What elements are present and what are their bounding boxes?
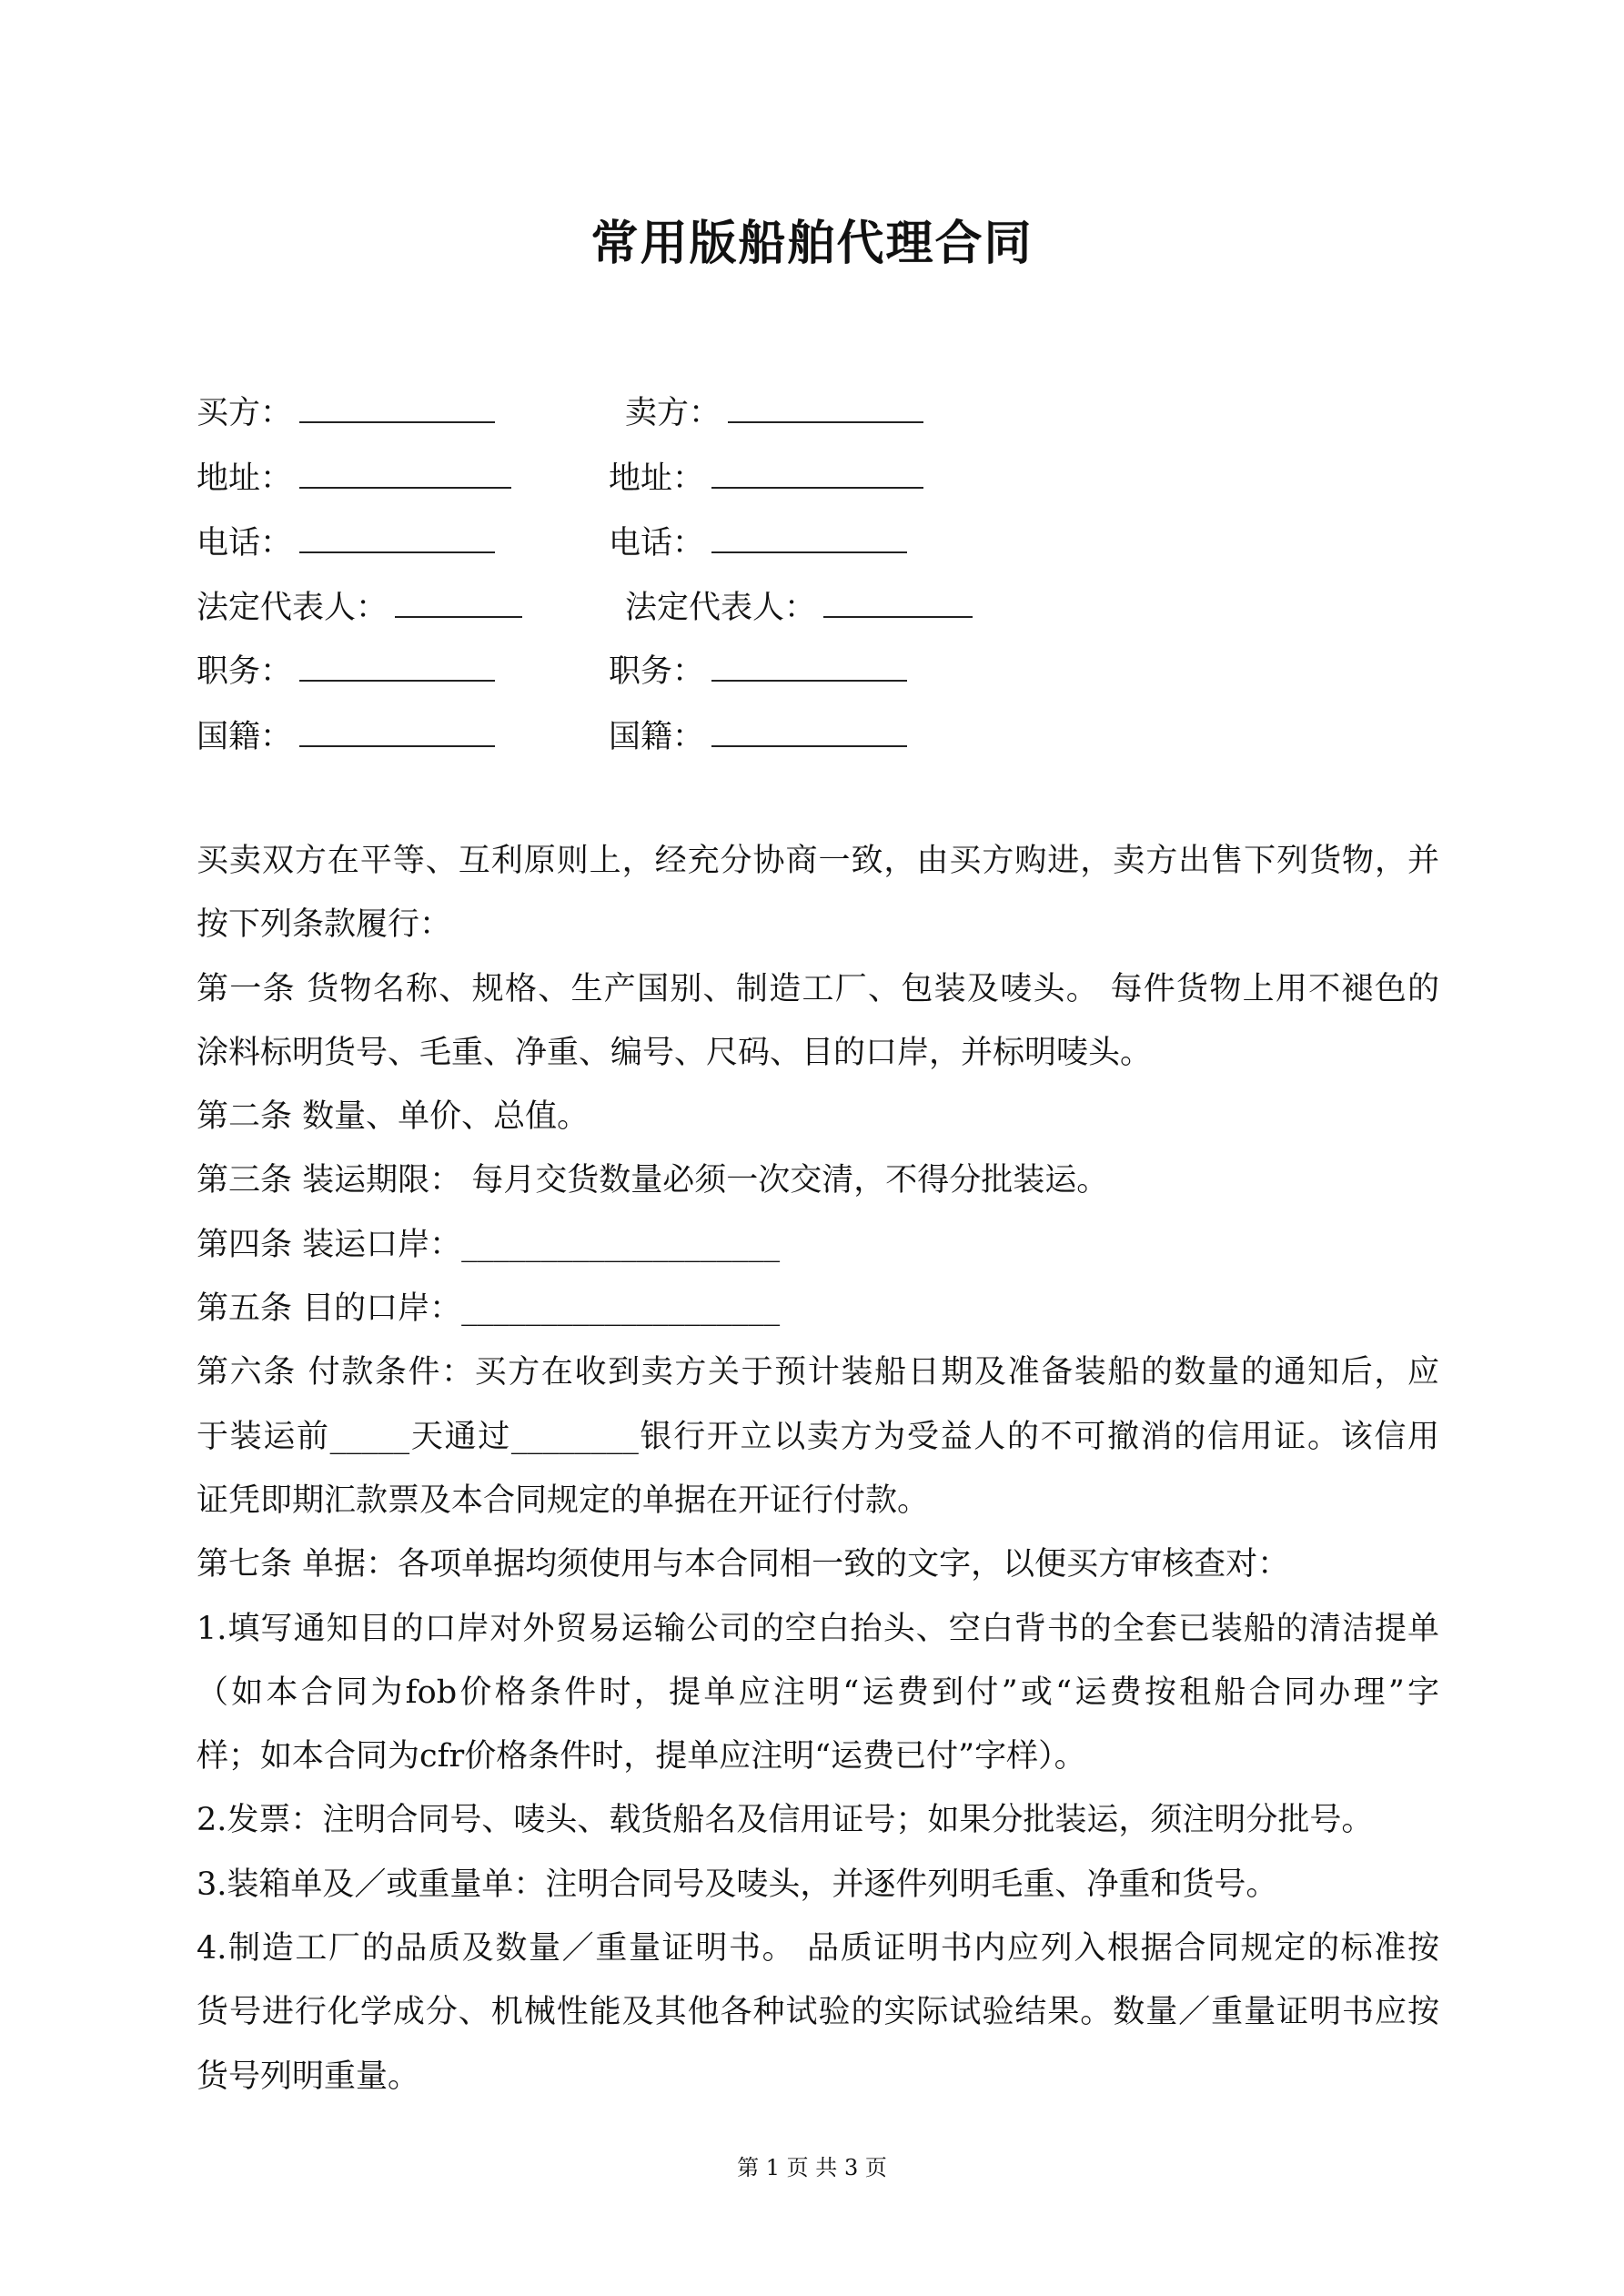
text-line: 买卖双方在平等、互利原则上，经充分协商一致，由买方购进，卖方出售下列货物，并 [197,843,1439,879]
field-label: 国籍： [609,719,705,755]
blank-line [299,522,495,553]
text-line: 样；如本合同为cfr价格条件时，提单应注明“运费已付”字样）。 [197,1738,1086,1775]
article-3: 第三条 装运期限： 每月交货数量必须一次交清，不得分批装运。 [197,1162,1109,1199]
text-line: 证凭即期汇款票及本合同规定的单据在开证行付款。 [197,1482,930,1519]
blank-line [299,651,495,682]
seller-address-field [609,458,923,497]
text-line: 货号列明重量。 [197,2058,420,2095]
seller-position-field [609,651,907,690]
page-number: 第 1 页 共 3 页 [737,2155,887,2180]
blank-line [711,458,923,489]
field-label: 买方： [197,395,293,431]
field-label: 卖方： [625,395,721,431]
article-2: 第二条 数量、单价、总值。 [197,1098,590,1136]
seller-name-field [625,392,923,431]
blank-line [823,587,973,618]
buyer-representative-field [197,587,522,626]
seller-nationality-field [609,716,907,755]
article-4: 第四条 装运口岸：____________________ [197,1226,781,1263]
seller-phone-field [609,522,907,561]
text-line: 涂料标明货号、毛重、净重、编号、尺码、目的口岸，并标明唛头。 [197,1034,1153,1071]
article-1: 第一条 货物名称、规格、生产国别、制造工厂、包装及唛头。 每件货物上用不褪色的 [197,970,1439,1007]
buyer-address-field [197,458,511,497]
document-title: 常用版船舶代理合同 [590,216,1034,271]
field-label: 电话： [197,525,293,561]
field-label: 法定代表人： [625,590,817,626]
field-label: 地址： [197,460,293,497]
document-item-2: 2.发票：注明合同号、唛头、载货船名及信用证号；如果分批装运，须注明分批号。 [197,1802,1374,1839]
blank-line [711,651,907,682]
document-item-1: 1.填写通知目的口岸对外贸易运输公司的空白抬头、空白背书的全套已装船的清洁提单 [197,1610,1439,1647]
field-label: 国籍： [197,719,293,755]
blank-line [299,392,495,423]
text-line: 货号进行化学成分、机械性能及其他各种试验的实际试验结果。数量／重量证明书应按 [197,1994,1439,2031]
text-line: （如本合同为fob价格条件时，提单应注明“运费到付”或“运费按租船合同办理”字 [197,1674,1439,1711]
field-label: 职务： [609,653,705,690]
buyer-position-field [197,651,495,690]
seller-representative-field [625,587,973,626]
document-item-3: 3.装箱单及／或重量单：注明合同号及唛头，并逐件列明毛重、净重和货号。 [197,1866,1278,1903]
buyer-phone-field [197,522,495,561]
buyer-nationality-field [197,716,495,755]
text-line: 于装运前_____天通过________银行开立以卖方为受益人的不可撤消的信用证。该信用 [197,1418,1439,1455]
contract-body [197,829,1439,2109]
article-6: 第六条 付款条件：买方在收到卖方关于预计装船日期及准备装船的数量的通知后，应 [197,1354,1439,1391]
article-5: 第五条 目的口岸：____________________ [197,1290,781,1328]
field-label: 职务： [197,653,293,690]
blank-line [728,392,923,423]
blank-line [395,587,522,618]
blank-line [299,716,495,747]
document-item-4: 4.制造工厂的品质及数量／重量证明书。 品质证明书内应列入根据合同规定的标准按 [197,1930,1439,1967]
field-label: 电话： [609,525,705,561]
article-7: 第七条 单据：各项单据均须使用与本合同相一致的文字，以便买方审核查对： [197,1546,1290,1583]
field-label: 法定代表人： [197,590,388,626]
text-line: 按下列条款履行： [197,906,452,944]
blank-line [299,458,511,489]
blank-line [711,716,907,747]
buyer-name-field [197,392,495,431]
field-label: 地址： [609,460,705,497]
blank-line [711,522,907,553]
